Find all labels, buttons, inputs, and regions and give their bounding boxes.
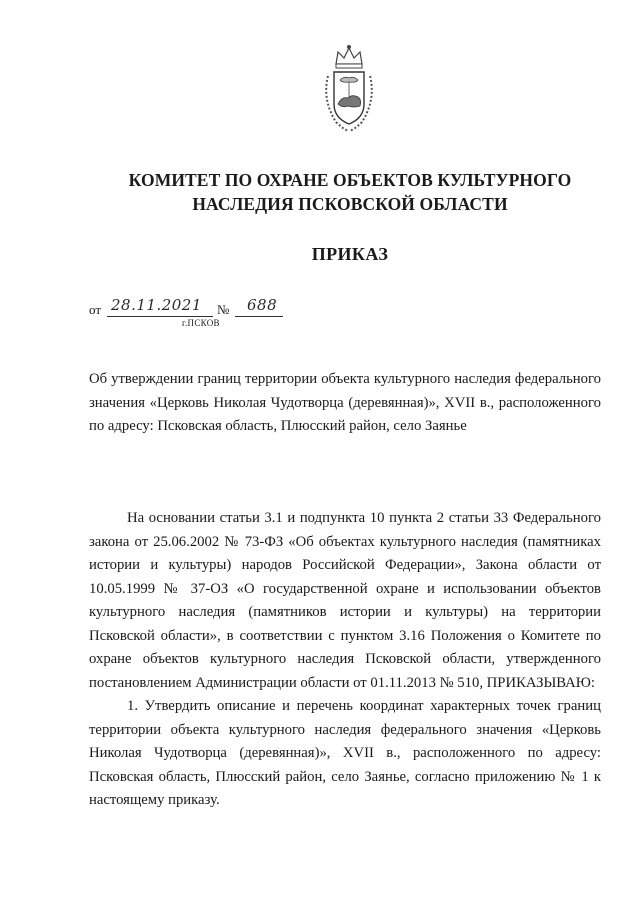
committee-name: [100, 168, 600, 216]
order-date: 28.11.2021: [111, 296, 202, 314]
committee-name-line2: НАСЛЕДИЯ ПСКОВСКОЙ ОБЛАСТИ: [192, 194, 508, 214]
coat-of-arms-icon: [318, 42, 380, 134]
order-title: ПРИКАЗ: [311, 244, 389, 264]
order-date-number-line: [89, 298, 319, 320]
preamble-paragraph: На основании статьи 3.1 и подпункта 10 пункта 2 статьи 33 Федерального закона от 25.06.2002 № 73-ФЗ «Об объектах культурного наследия (памятниках истории и культуры) народов Российской Федерации», Закона области от 10.05.1999 № 37-ОЗ «О государственной охране и использовании объектов культурного наследия (памятников истории и культуры) на территории Псковской области», в соответствии с пунктом 3.16 Положения о Комитете по охране объектов культурного наследия Псковской области, утвержденного постановлением Администрации области от 01.11.2013 № 510, ПРИКАЗЫВАЮ:: [89, 510, 601, 691]
number-underline: [235, 316, 283, 317]
order-body: [89, 507, 601, 813]
number-label: №: [217, 302, 230, 317]
order-number: 688: [247, 296, 278, 314]
order-subject: Об утверждении границ территории объекта культурного наследия федерального значения «Церковь Николая Чудотворца (деревянная)», XVII в., расположенного по адресу: Псковская область, Плюсский район, село Заянье: [89, 371, 601, 434]
city-label: г.ПСКОВ: [182, 318, 220, 328]
date-underline: [107, 316, 213, 317]
from-label: от: [89, 302, 102, 317]
order-item-1: 1. Утвердить описание и перечень координат характерных точек границ территории объекта культурного наследия федерального значения «Церковь Николая Чудотворца (деревянная)», XVII в., расположенного по адресу: Псковская область, Плюсский район, село Заянье, согласно приложению № 1 к настоящему приказу.: [89, 698, 601, 808]
committee-name-line1: КОМИТЕТ ПО ОХРАНЕ ОБЪЕКТОВ КУЛЬТУРНОГО: [128, 170, 572, 190]
